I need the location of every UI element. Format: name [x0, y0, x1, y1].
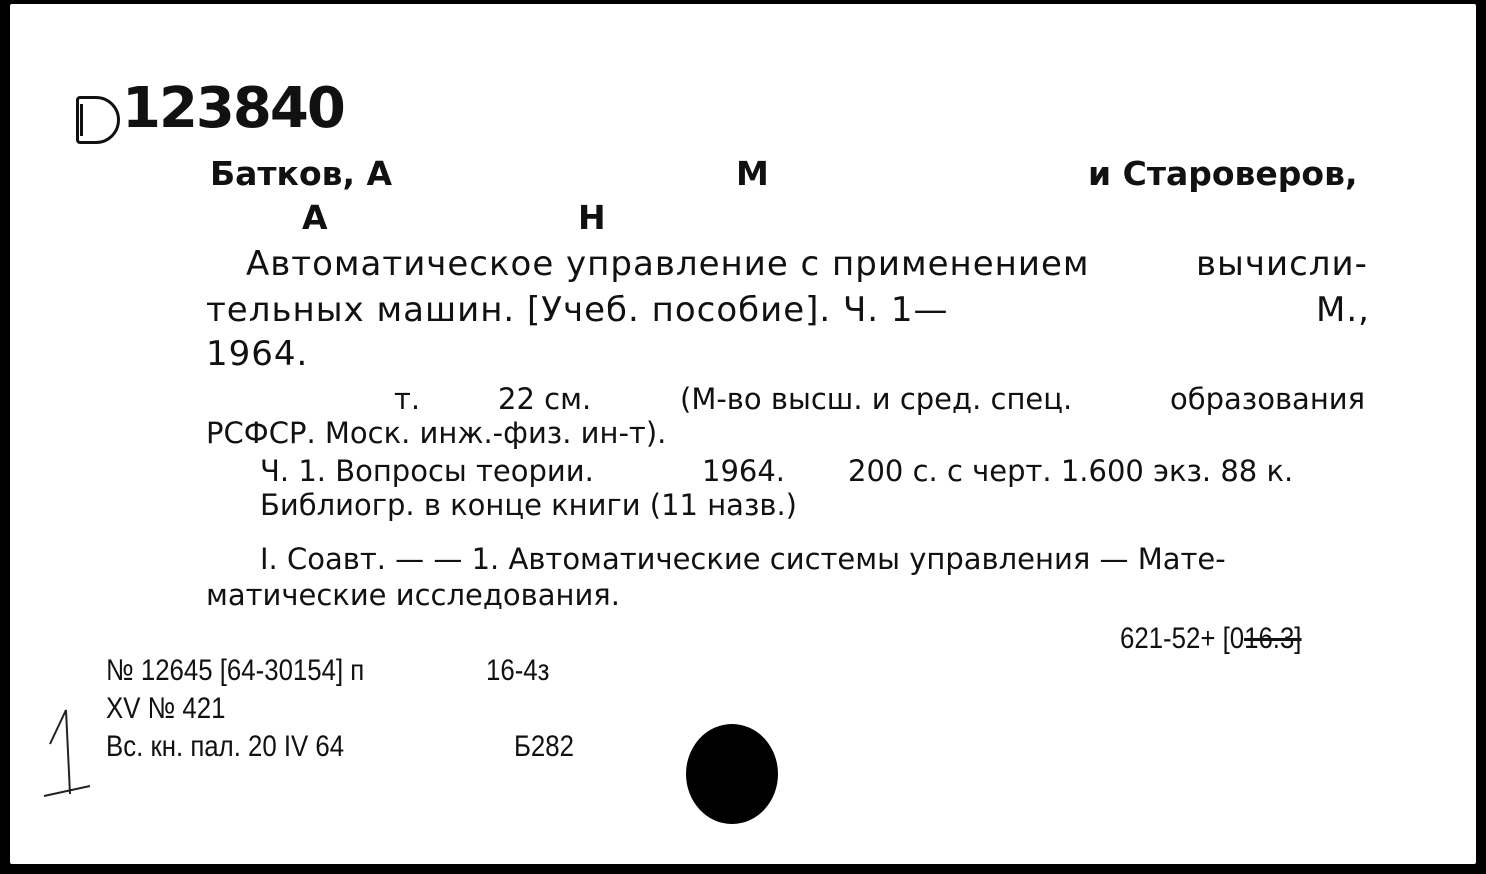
- desc-size: 22 см.: [498, 382, 592, 416]
- subject-line-2: матические исследования.: [206, 578, 620, 612]
- registry-line-3: Вс. кн. пал. 20 IV 64: [106, 730, 345, 763]
- desc-publisher: (М-во высш. и сред. спец.: [680, 382, 1073, 416]
- author-surname: Батков, А: [210, 154, 393, 193]
- registry-code: 16-4з: [486, 654, 550, 687]
- registry-print-code: Б282: [514, 730, 574, 763]
- desc-publisher-end: образования: [1170, 382, 1366, 416]
- punch-hole: [686, 724, 778, 824]
- registry-line-1: № 12645 [64-30154] п: [106, 654, 365, 687]
- coauthor-surname: и Староверов,: [1088, 154, 1358, 193]
- desc-volumes: т.: [394, 382, 421, 416]
- stamp-number: 123840: [122, 76, 344, 141]
- handwritten-one-mark: [40, 704, 100, 804]
- desc-line-2: РСФСР. Моск. инж.-физ. ин-т).: [206, 416, 667, 450]
- registry-line-2: XV № 421: [106, 692, 226, 725]
- title-line-2: тельных машин. [Учеб. пособие]. Ч. 1—: [206, 290, 949, 330]
- stamp-d-bar: [80, 104, 83, 136]
- bibliography-note: Библиогр. в конце книги (11 назв.): [260, 488, 797, 522]
- subject-line-1: I. Соавт. — — 1. Автоматические системы управления — Мате-: [260, 542, 1226, 576]
- author-initial-m: М: [736, 154, 769, 193]
- coauthor-initial-a: А: [302, 198, 328, 237]
- coauthor-initial-n: Н: [578, 198, 606, 237]
- title-line-2-place: М.,: [1316, 290, 1370, 330]
- title-line-3-year: 1964.: [206, 334, 309, 374]
- classification-code-main: 621-52+ [0: [1120, 622, 1245, 655]
- classification-code-struck: 16.3]: [1244, 622, 1302, 655]
- classification-code: [1120, 622, 1301, 656]
- part-year: 1964.: [702, 454, 786, 488]
- title-line-1: Автоматическое управление с применением: [246, 244, 1090, 284]
- part-title: Ч. 1. Вопросы теории.: [260, 454, 594, 488]
- part-extent: 200 с. с черт. 1.600 экз. 88 к.: [848, 454, 1294, 488]
- title-line-1-end: вычисли-: [1196, 244, 1368, 284]
- catalog-card: [6, 0, 1480, 868]
